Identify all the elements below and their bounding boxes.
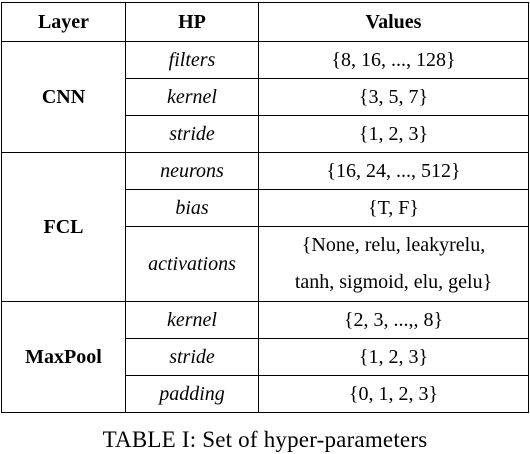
value-cell: {2, 3, ...,, 8} [259, 302, 529, 339]
value-cell: {1, 2, 3} [259, 339, 529, 376]
hp-cell: activations [126, 227, 259, 302]
hp-cell: neurons [126, 153, 259, 190]
value-line: {None, relu, leakyrelu, [301, 234, 486, 256]
value-cell: {8, 16, ..., 128} [259, 42, 529, 79]
value-cell: {1, 2, 3} [259, 116, 529, 153]
value-cell: {3, 5, 7} [259, 79, 529, 116]
hp-cell: bias [126, 190, 259, 227]
hp-cell: padding [126, 376, 259, 413]
layer-cell-maxpool: MaxPool [2, 302, 126, 413]
value-cell: {0, 1, 2, 3} [259, 376, 529, 413]
table-row [2, 153, 529, 190]
layer-cell-cnn: CNN [2, 42, 126, 153]
layer-cell-fcl: FCL [2, 153, 126, 302]
table-header-row [2, 3, 529, 42]
header-layer: Layer [2, 3, 126, 42]
hyperparameter-table [1, 2, 529, 413]
header-values: Values [259, 3, 529, 42]
value-line: tanh, sigmoid, elu, gelu} [294, 271, 493, 293]
hp-cell: stride [126, 339, 259, 376]
hp-cell: kernel [126, 302, 259, 339]
hp-cell: stride [126, 116, 259, 153]
table-row [2, 302, 529, 339]
value-cell-multiline [259, 227, 529, 302]
header-hp: HP [126, 3, 259, 42]
value-cell: {T, F} [259, 190, 529, 227]
hp-cell: kernel [126, 79, 259, 116]
value-cell: {16, 24, ..., 512} [259, 153, 529, 190]
table-row [2, 42, 529, 79]
hp-cell: filters [126, 42, 259, 79]
table-caption: TABLE I: Set of hyper-parameters [102, 427, 428, 452]
